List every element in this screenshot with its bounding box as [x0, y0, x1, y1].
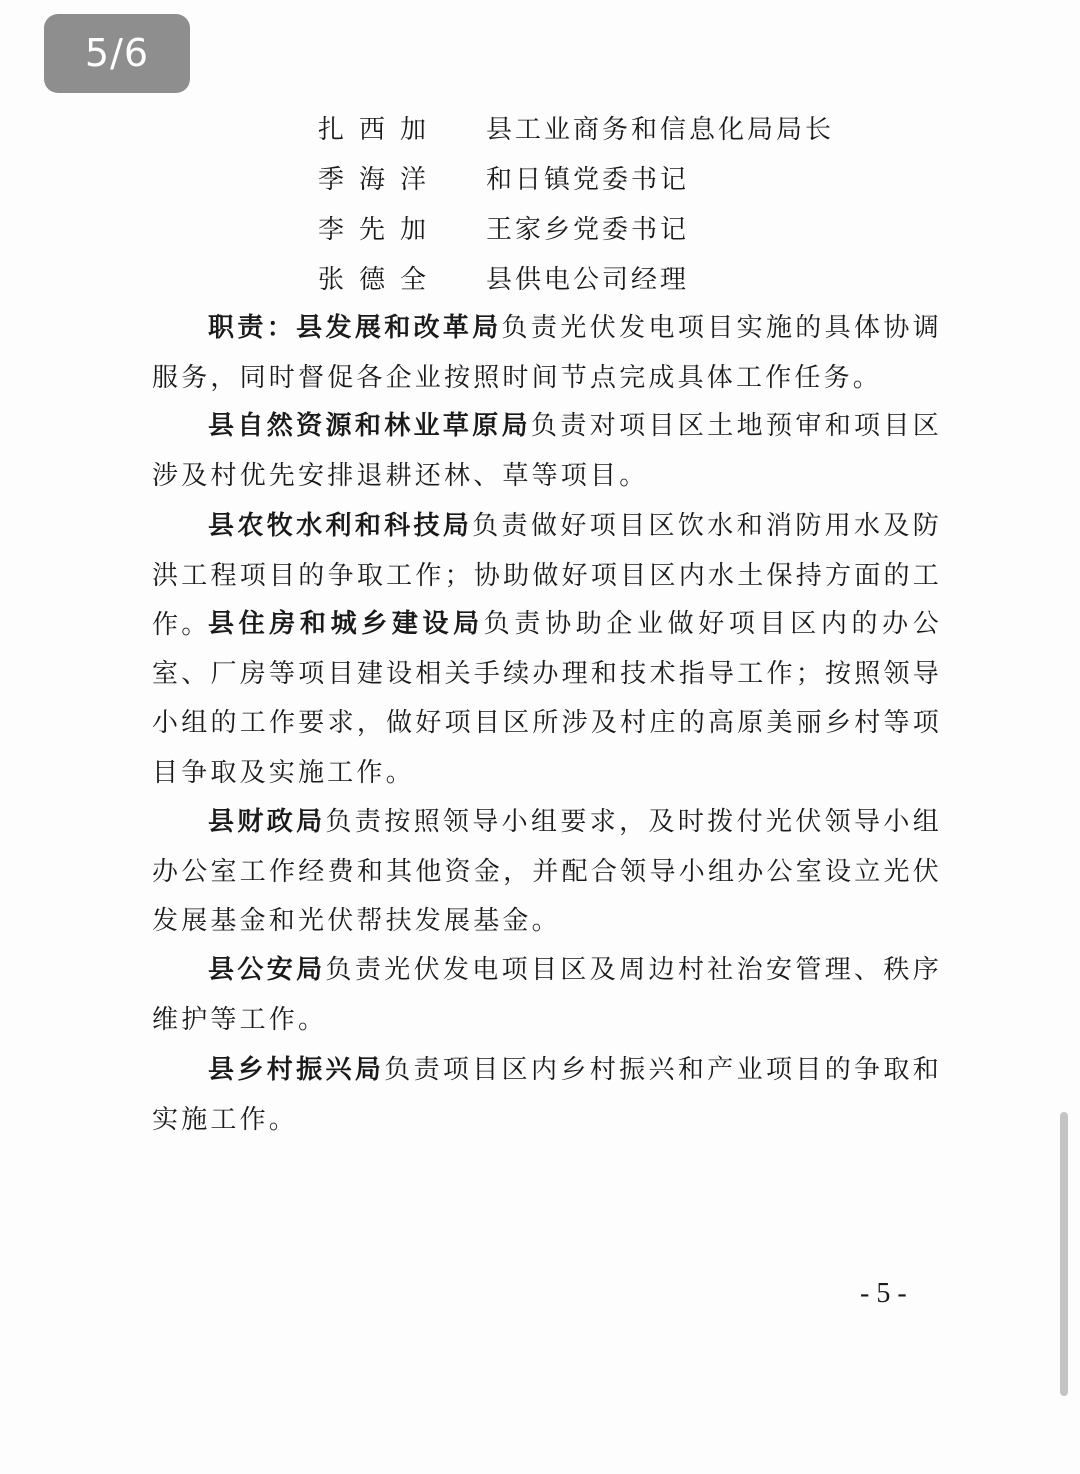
- duty-paragraph: [152, 798, 942, 947]
- duty-text: 负责按照领导小组要求，及时拨付光伏领导小组办公室工作经费和其他资金，并配合领导小组办公室设立光伏发展基金和光伏帮扶发展基金。: [152, 807, 942, 936]
- duty-paragraph: [152, 304, 942, 403]
- member-title: 和日镇党委书记: [486, 165, 690, 195]
- page-counter-badge: 5/6: [44, 14, 190, 93]
- duty-department: 县公安局: [208, 955, 326, 985]
- duty-paragraph: [152, 1046, 942, 1145]
- member-row: [318, 158, 689, 202]
- page-number: - 5 -: [860, 1278, 907, 1309]
- member-name: 季海洋: [318, 165, 442, 195]
- duty-department: 县住房和城乡建设局: [208, 609, 484, 639]
- member-title: 县工业商务和信息化局局长: [486, 115, 835, 145]
- member-name: 张德全: [318, 265, 442, 295]
- duty-text: 负责做好项目区饮水和消防用水及防洪工程项目的争取工作；协助做好项目区内水土保持方面的工作。: [152, 511, 942, 640]
- duty-text: 负责项目区内乡村振兴和产业项目的争取和实施工作。: [152, 1055, 942, 1135]
- vertical-scrollbar[interactable]: [1060, 1112, 1068, 1396]
- duty-department: 县自然资源和林业草原局: [208, 411, 532, 441]
- duty-text: 负责光伏发电项目区及周边村社治安管理、秩序维护等工作。: [152, 955, 942, 1035]
- duty-department: 职责：县发展和改革局: [208, 313, 502, 343]
- duty-paragraph: [152, 600, 942, 798]
- duty-paragraph: [152, 946, 942, 1045]
- duty-department: 县财政局: [208, 807, 326, 837]
- member-title: 县供电公司经理: [486, 265, 690, 295]
- member-name: 扎西加: [318, 115, 442, 145]
- duty-text: 负责协助企业做好项目区内的办公室、厂房等项目建设相关手续办理和技术指导工作；按照领导小组的工作要求，做好项目区所涉及村庄的高原美丽乡村等项目争取及实施工作。: [152, 609, 942, 788]
- member-row: [318, 208, 689, 252]
- duty-text: 负责光伏发电项目实施的具体协调服务，同时督促各企业按照时间节点完成具体工作任务。: [152, 313, 942, 393]
- member-title: 王家乡党委书记: [486, 215, 690, 245]
- duty-text: 负责对项目区土地预审和项目区涉及村优先安排退耕还林、草等项目。: [152, 411, 942, 491]
- duty-paragraph: [152, 402, 942, 501]
- duty-department: 县农牧水利和科技局: [208, 511, 473, 541]
- member-row: [318, 258, 689, 302]
- member-name: 李先加: [318, 215, 442, 245]
- member-row: [318, 108, 834, 152]
- duty-department: 县乡村振兴局: [208, 1055, 385, 1085]
